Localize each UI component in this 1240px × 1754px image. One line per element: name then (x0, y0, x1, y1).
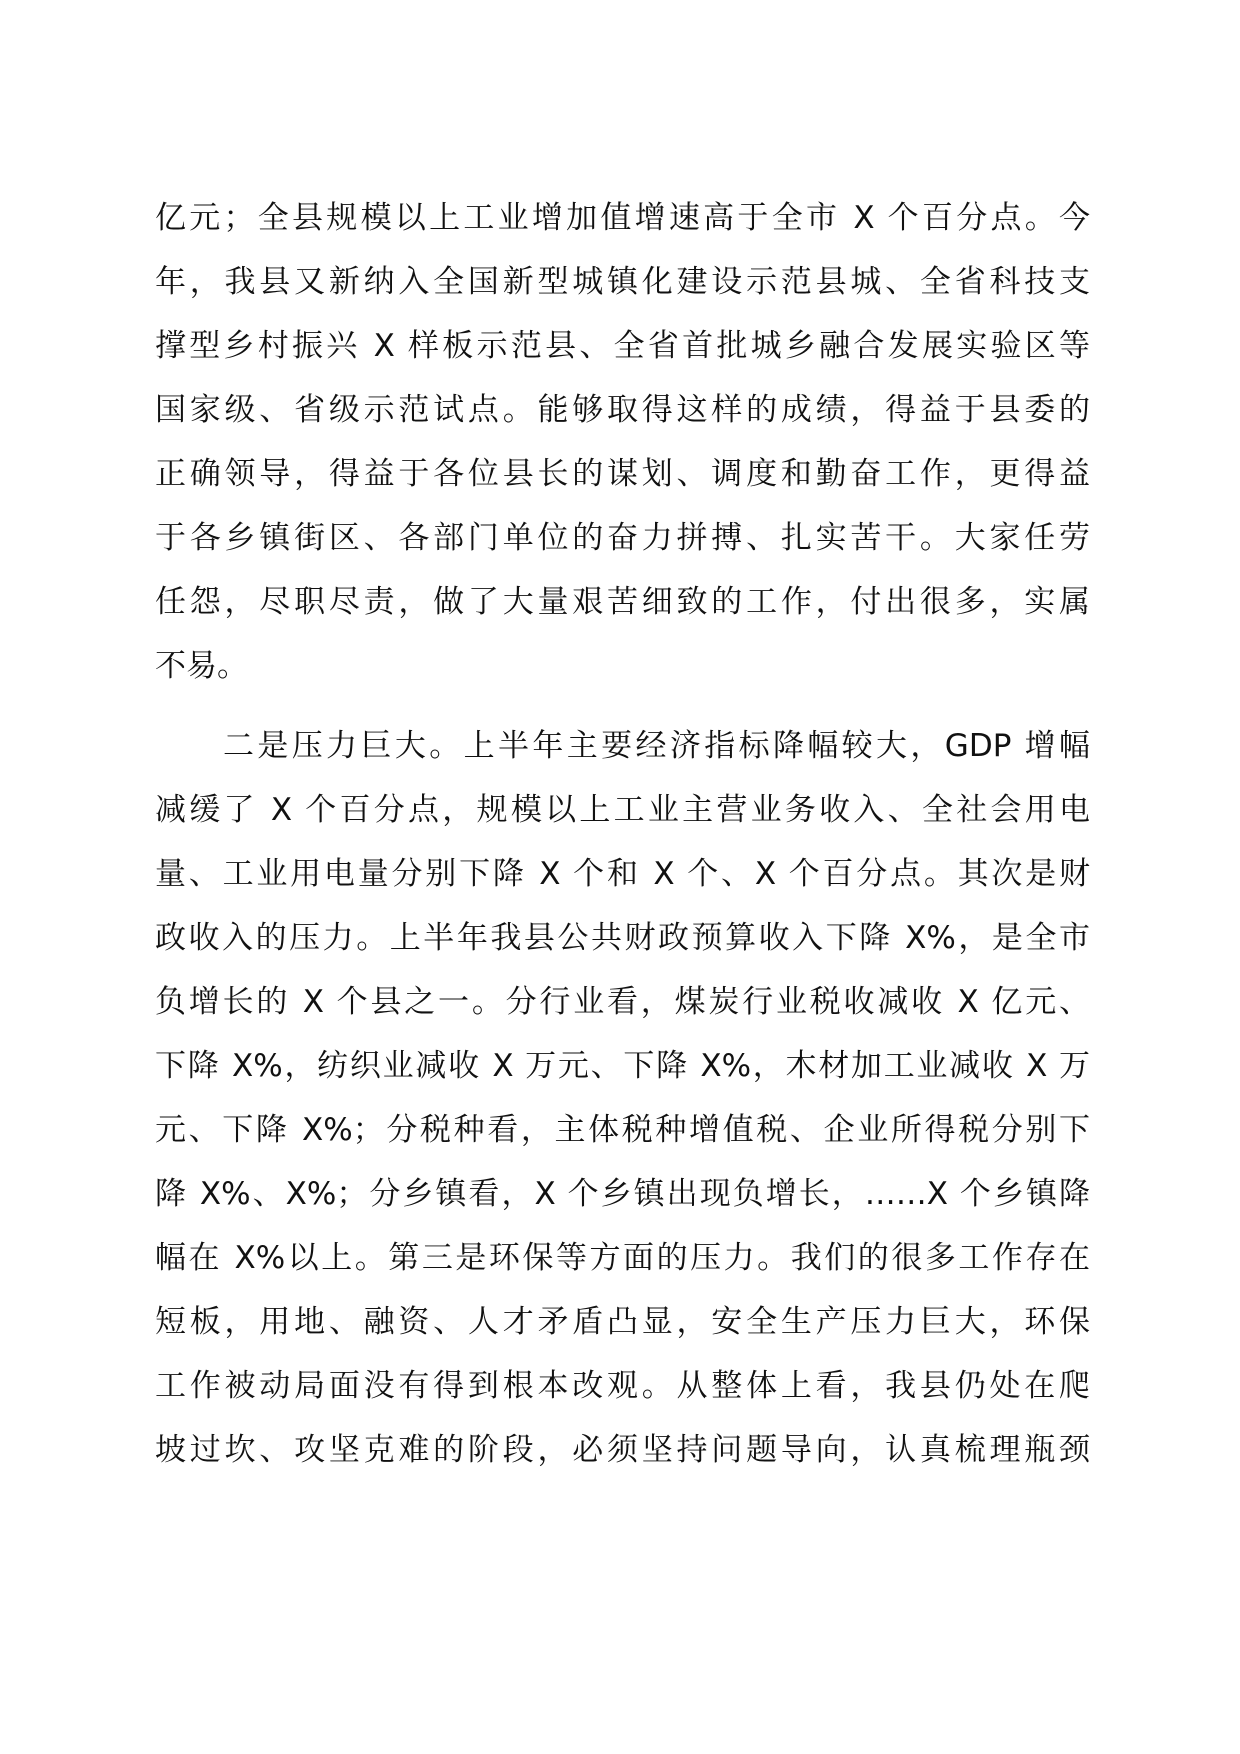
text-line: 国家级、省级示范试点。能够取得这样的成绩，得益于县委的 (155, 392, 1090, 428)
paragraph-2 (155, 714, 1090, 1482)
text-line: 二是压力巨大。上半年主要经济指标降幅较大，GDP 增幅 (223, 728, 1090, 764)
text-line: 亿元；全县规模以上工业增加值增速高于全市 X 个百分点。今 (155, 200, 1090, 236)
text-line: 不易。 (155, 648, 248, 684)
text-line: 减缓了 X 个百分点，规模以上工业主营业务收入、全社会用电 (155, 792, 1090, 828)
text-line: 降 X%、X%；分乡镇看，X 个乡镇出现负增长，……X 个乡镇降 (155, 1176, 1090, 1212)
text-line: 坡过坎、攻坚克难的阶段，必须坚持问题导向，认真梳理瓶颈 (155, 1432, 1090, 1468)
text-line: 幅在 X%以上。第三是环保等方面的压力。我们的很多工作存在 (155, 1240, 1090, 1276)
body-text (155, 186, 1090, 1482)
text-line: 正确领导，得益于各位县长的谋划、调度和勤奋工作，更得益 (155, 456, 1090, 492)
paragraph-1 (155, 186, 1090, 698)
text-line: 撑型乡村振兴 X 样板示范县、全省首批城乡融合发展实验区等 (155, 328, 1090, 364)
text-line: 下降 X%，纺织业减收 X 万元、下降 X%，木材加工业减收 X 万 (155, 1048, 1090, 1084)
text-line: 元、下降 X%；分税种看，主体税种增值税、企业所得税分别下 (155, 1112, 1090, 1148)
text-line: 负增长的 X 个县之一。分行业看，煤炭行业税收减收 X 亿元、 (155, 984, 1090, 1020)
text-line: 量、工业用电量分别下降 X 个和 X 个、X 个百分点。其次是财 (155, 856, 1090, 892)
text-line: 工作被动局面没有得到根本改观。从整体上看，我县仍处在爬 (155, 1368, 1090, 1404)
text-line: 于各乡镇街区、各部门单位的奋力拼搏、扎实苦干。大家任劳 (155, 520, 1090, 556)
text-line: 年，我县又新纳入全国新型城镇化建设示范县城、全省科技支 (155, 264, 1090, 300)
text-line: 短板，用地、融资、人才矛盾凸显，安全生产压力巨大，环保 (155, 1304, 1090, 1340)
text-line: 任怨，尽职尽责，做了大量艰苦细致的工作，付出很多，实属 (155, 584, 1090, 620)
text-line: 政收入的压力。上半年我县公共财政预算收入下降 X%，是全市 (155, 920, 1090, 956)
